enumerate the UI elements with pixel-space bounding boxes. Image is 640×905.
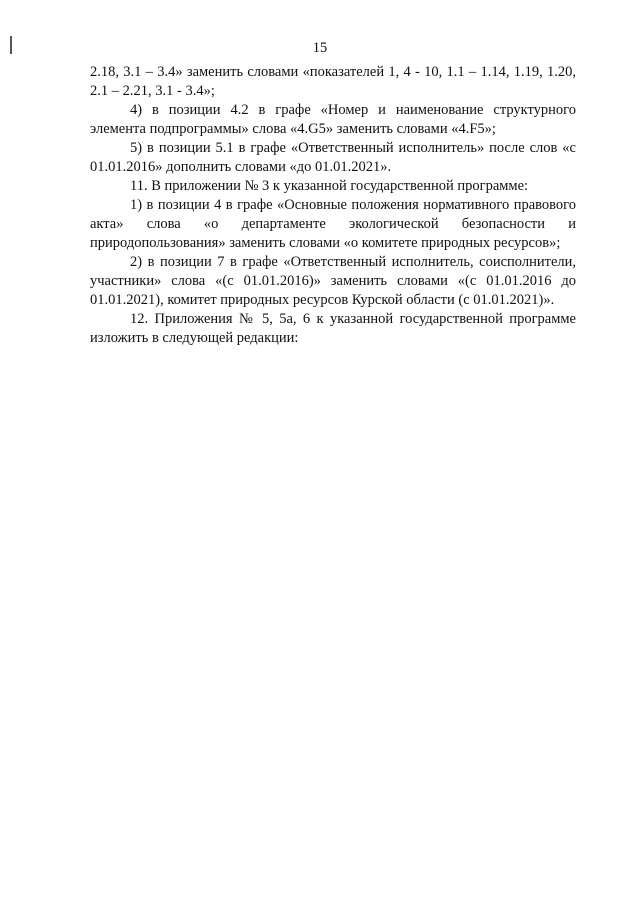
paragraph-continuation: 2.18, 3.1 – 3.4» заменить словами «показателей 1, 4 - 10, 1.1 – 1.14, 1.19, 1.20, 2.1 – 2.21, 3.1 - 3.4»; [90,64,576,99]
document-body [90,63,576,348]
paragraph-item-2: 2) в позиции 7 в графе «Ответственный исполнитель, соисполнители, участники» слова «(с 01.01.2016)» заменить словами «(с 01.01.2016 до 01.01.2021), комитет природных ресурсов Курской области (с 01.01.2021)». [90,254,576,308]
paragraph-item-4: 4) в позиции 4.2 в графе «Номер и наименование структурного элемента подпрограммы» слова «4.G5» заменить словами «4.F5»; [90,102,576,137]
paragraph-section-11: 11. В приложении № 3 к указанной государственной программе: [130,178,529,194]
paragraph-section-12: 12. Приложения № 5, 5а, 6 к указанной государственной программе изложить в следующей редакции: [90,311,576,346]
page-number: 15 [312,40,328,56]
paragraph-item-1: 1) в позиции 4 в графе «Основные положения нормативного правового акта» слова «о департаменте экологической безопасности и природопользования» заменить словами «о комитете природных ресурсов»; [90,197,576,251]
paragraph-item-5: 5) в позиции 5.1 в графе «Ответственный исполнитель» после слов «с 01.01.2016» дополнить словами «до 01.01.2021». [90,140,576,175]
